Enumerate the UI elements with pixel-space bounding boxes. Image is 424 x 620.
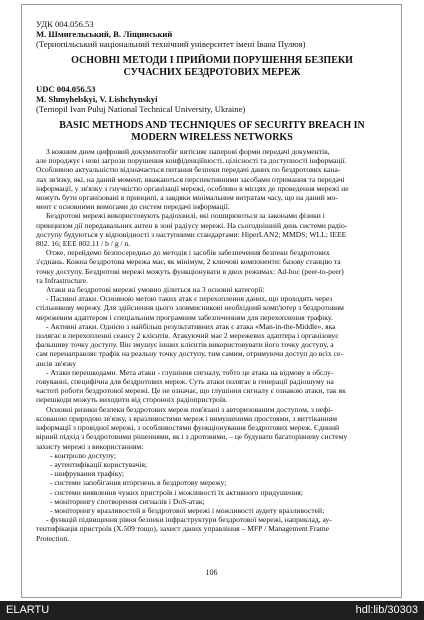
body-line: Protection. [36, 533, 70, 543]
body-line: перешкоди можуть виходити від сторонніх радіопристроїв. [36, 395, 228, 405]
body-line: Основні ризики безпеки бездротових мереж пов'язані з авторизованим доступом, з нефі- [46, 404, 333, 414]
article-content [36, 19, 388, 543]
title-ua-line-1: ОСНОВНІ МЕТОДИ І ПРИЙОМИ ПОРУШЕННЯ БЕЗПЕКИ [71, 55, 353, 66]
body-line: але породжує і нові загрози порушення конфіденційності, цілісності та доступності інформації. [36, 156, 347, 166]
page-frame [21, 4, 402, 598]
page-number: 106 [205, 568, 218, 577]
body-line: ксованою природою зв'язку, з вразливостями мереж і вимушеними простоями, з виттіканням [36, 413, 337, 423]
body-line: мережевим адаптером і спеціальним програмним забезпеченням для перехоплення трафіку. [36, 312, 333, 322]
body-line: тентифікація пристроїв (X.509 тощо), захист даних управління – MFP / Management Frame [36, 524, 330, 534]
handle-id: hdl:lib/30303 [355, 604, 418, 616]
body-line: інформації з провідної мережі, з особливостями функціонування бездротових мереж. Єдиний [36, 423, 340, 433]
body-line: - Атаки перешкодами. Мета атаки - глушіння сигналу, тобто це атака на відмову в обслу- [46, 367, 334, 377]
body-line: можуть бути організовані в принципі, а завдяки мінімальним витратам часу, що на даний мо- [36, 193, 338, 203]
body-line: полягає в перехопленні сеансу 2 клієнтів. Атакуючий має 2 мережевих адаптера і організовує [36, 331, 339, 341]
list-item: - системи запобігання вторгнень в бездротову мережу; [50, 478, 227, 488]
title-en-line-2: MODERN WIRELESS NETWORKS [131, 131, 293, 143]
body-text [36, 147, 388, 451]
body-line: сам перенаправляє трафік на реальну точку доступу, тим самим, отримуючи доступ до всіх се- [36, 349, 343, 359]
udc-ua: УДК 004.056.53 [36, 19, 94, 29]
body-line: принципом дії передавальних антен в зоні радіусу мережі. На сьогоднішній день системи радіо- [36, 220, 348, 230]
body-line: інформації, у зв'язку з гнучкістю організації мережі, особливо в місцях де проведення мережі не [36, 183, 349, 193]
title-ua-line-2: СУЧАСНИХ БЕЗДРОТОВИХ МЕРЕЖ [123, 66, 301, 78]
body-line: говуванні, специфічна для бездротових мереж. Суть атаки полягає в генерації радіошуму на [36, 377, 334, 387]
authors-en: M. Shmyhelskyi, V. Lishchynskyi [36, 94, 158, 104]
body-line: З кожним днем цифровий документообіг витісняє паперові форми передачі документів, [46, 147, 330, 156]
repository-footer [0, 601, 424, 620]
body-line: доступу будуються у відповідності з наступними стандартами: HiperLAN2; MMDS; WLL; IEEE [36, 229, 347, 239]
body-line: точку доступу. Бездротові мережі можуть функціонувати в двох режимах: Ad-hoc (peer-to-peer) [36, 266, 344, 276]
body-line: Бездротові мережі використовують радіохвилі, які поширюються за законами фізики і [46, 211, 325, 221]
body-line: Атаки на бездротові мережі умовно ділиться на 3 основні категорії: [46, 285, 265, 295]
body-line: вірний підхід з бездротовими рішеннями, як і з дротовими, – це будувати багаторівневу систему [36, 432, 348, 442]
closing-lines [36, 515, 388, 543]
body-line: - Активні атаки. Однією з найбільш результативних атак є атака «Man-in-the-Middle», яка [46, 321, 336, 331]
list-item: - моніторингу вразливостей в бездротової мережі і можливості аудиту вразливостей; [50, 505, 325, 515]
body-line: та Infrastructure. [36, 275, 88, 285]
body-line: лах зв'язку, які, на даний момент, вважаються перспективними засобами отримання та передачі [36, 174, 345, 184]
defense-list [36, 451, 388, 515]
affiliation-ua: (Тернопільський національний технічний університет імені Івана Пулюя) [36, 39, 306, 49]
body-line: ансів зв'язку [36, 358, 77, 368]
repository-name: ELARTU [6, 604, 50, 616]
body-line: Отже, перейдемо безпосередньо до методів і засобів забезпечення безпеки бездротових [46, 248, 330, 258]
list-item: - моніторингу спотворення сигналів і DoS-атак; [50, 496, 205, 506]
list-item: - аутентифікації користувачів; [50, 459, 148, 469]
authors-ua: М. Шмигельський, В. Ліщинський [36, 29, 173, 39]
body-line: Особливою актуальністю відзначається питання безпеки передачі даних по бездротових кана- [36, 165, 341, 175]
list-item: - системи виявлення чужих пристроїв і можливості їх активного придушення; [50, 487, 303, 497]
body-line: - функцій підвищення рівня безпеки інфраструктури бездротової мережі, наприклад, ау- [46, 515, 332, 525]
list-item: - шифрування трафіку; [50, 469, 125, 479]
list-item: - контролю доступу; [50, 450, 116, 460]
affiliation-en: (Ternopil Ivan Puluj National Technical University, Ukraine) [36, 104, 246, 114]
body-line: частоті роботи бездротової мережі. Це не означає, що глушіння сигналу є ознакою атаки, так як [36, 386, 346, 396]
body-line: стільникову мережу. Для здійснення цього зловмисникові необхідний комп'ютер з бездротовим [36, 303, 344, 313]
body-line: з'єднань. Кожна бездротова мережа має, як мінімум, 2 ключові компоненти: базову станцію та [36, 257, 341, 267]
body-line: 802. 16; EEE 802.11 / b / g / n. [36, 239, 131, 249]
body-line: захисту мережі з використанням: [36, 441, 144, 451]
udc-en: UDC 004.056.53 [36, 84, 96, 94]
title-en-line-1: BASIC METHODS AND TECHNIQUES OF SECURITY BREACH IN [59, 120, 365, 131]
body-line: - Пасивні атаки. Основною метою таких атак є перехоплення даних, що проходять через [46, 294, 333, 304]
body-line: фальшиву точку доступу. Він змушує інших клієнтів використовувати його точку доступу, а [36, 340, 334, 350]
body-line: мент є основними вимогами до систем передачі інформації. [36, 202, 230, 212]
